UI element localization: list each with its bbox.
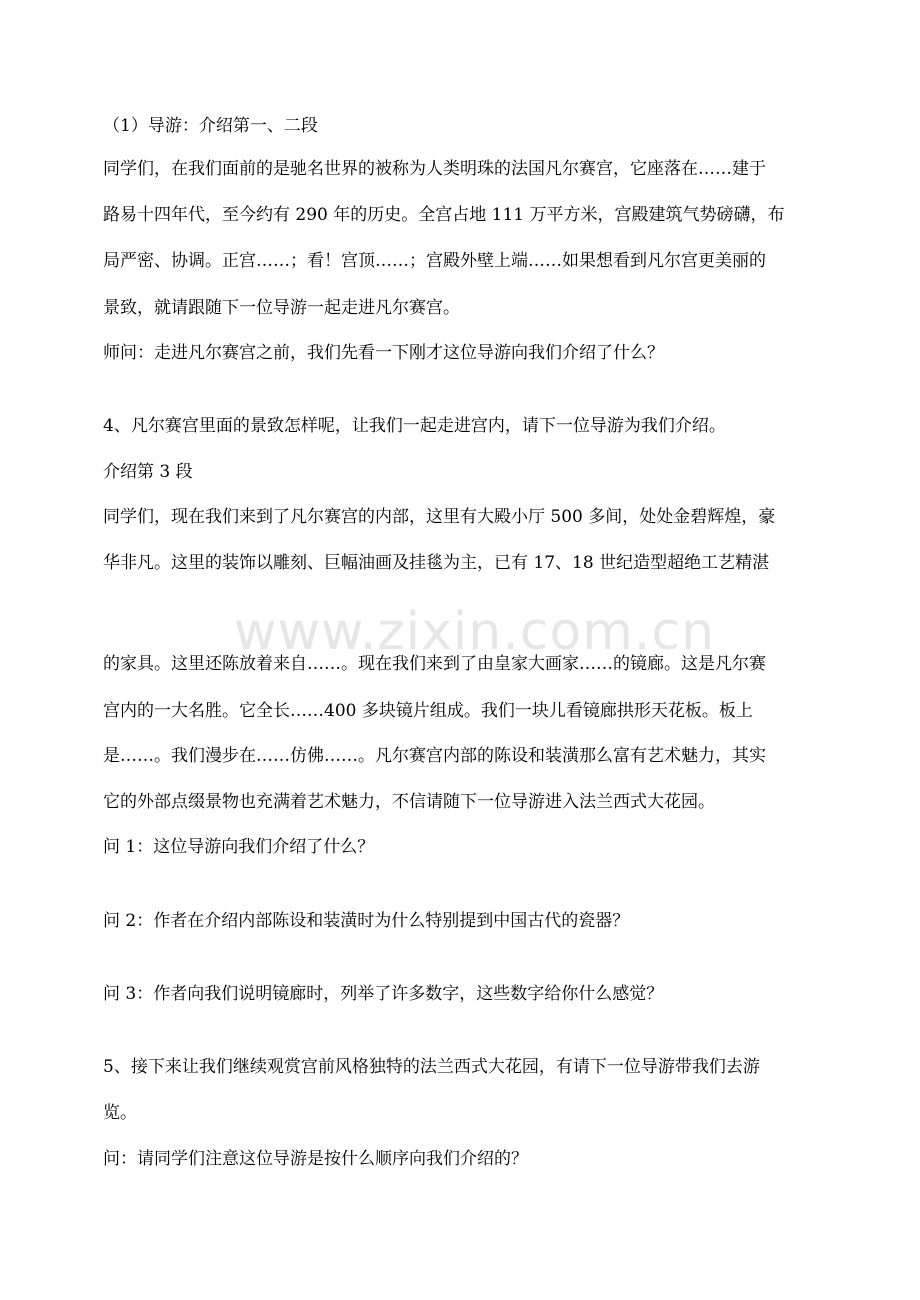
- heading-section-3: 介绍第 3 段: [103, 462, 193, 482]
- paragraph-line: 华非凡。这里的装饰以雕刻、巨幅油画及挂毯为主，已有 17、18 世纪造型超绝工艺精湛: [103, 553, 770, 573]
- paragraph-line: 局严密、协调。正宫……；看！宫顶……；宫殿外壁上端……如果想看到凡尔宫更美丽的: [103, 251, 766, 271]
- paragraph-line: 览。: [103, 1103, 137, 1123]
- watermark-text: www.zixin.com.cn: [234, 602, 715, 662]
- paragraph-line: 宫内的一大名胜。它全长……400 多块镜片组成。我们一块儿看镜廊拱形天花板。板上: [103, 701, 753, 721]
- heading-guide-1: （1）导游：介绍第一、二段: [103, 116, 318, 136]
- section-5-intro: 5、接下来让我们继续观赏宫前风格独特的法兰西式大花园，有请下一位导游带我们去游: [103, 1057, 760, 1077]
- paragraph-line: 路易十四年代，至今约有 290 年的历史。全宫占地 111 万平方米，宫殿建筑气势磅礴，布: [103, 205, 785, 225]
- paragraph-line: 它的外部点缀景物也充满着艺术魅力，不信请随下一位导游进入法兰西式大花园。: [103, 792, 715, 812]
- paragraph-line: 景致，就请跟随下一位导游一起走进凡尔赛宫。: [103, 298, 460, 318]
- paragraph-line: 是……。我们漫步在……仿佛……。凡尔赛宫内部的陈设和装潢那么富有艺术魅力，其实: [103, 746, 766, 766]
- paragraph-line: 同学们，现在我们来到了凡尔赛宫的内部，这里有大殿小厅 500 多间，处处金碧辉煌，豪: [103, 507, 776, 527]
- question-2: 问 2：作者在介绍内部陈设和装潢时为什么特别提到中国古代的瓷器？: [103, 911, 630, 931]
- paragraph-line: 的家具。这里还陈放着来自……。现在我们来到了由皇家大画家……的镜廊。这是凡尔赛: [103, 654, 766, 674]
- question-1: 问 1：这位导游向我们介绍了什么？: [103, 837, 375, 857]
- section-4-intro: 4、凡尔赛宫里面的景致怎样呢，让我们一起走进宫内，请下一位导游为我们介绍。: [103, 416, 726, 436]
- teacher-question: 师问：走进凡尔赛宫之前，我们先看一下刚才这位导游向我们介绍了什么？: [103, 343, 664, 363]
- paragraph-line: 同学们，在我们面前的是驰名世界的被称为人类明珠的法国凡尔赛宫，它座落在……建于: [103, 159, 766, 179]
- final-question: 问：请同学们注意这位导游是按什么顺序向我们介绍的？: [103, 1149, 528, 1169]
- question-3: 问 3：作者向我们说明镜廊时，列举了许多数字，这些数字给你什么感觉？: [103, 984, 664, 1004]
